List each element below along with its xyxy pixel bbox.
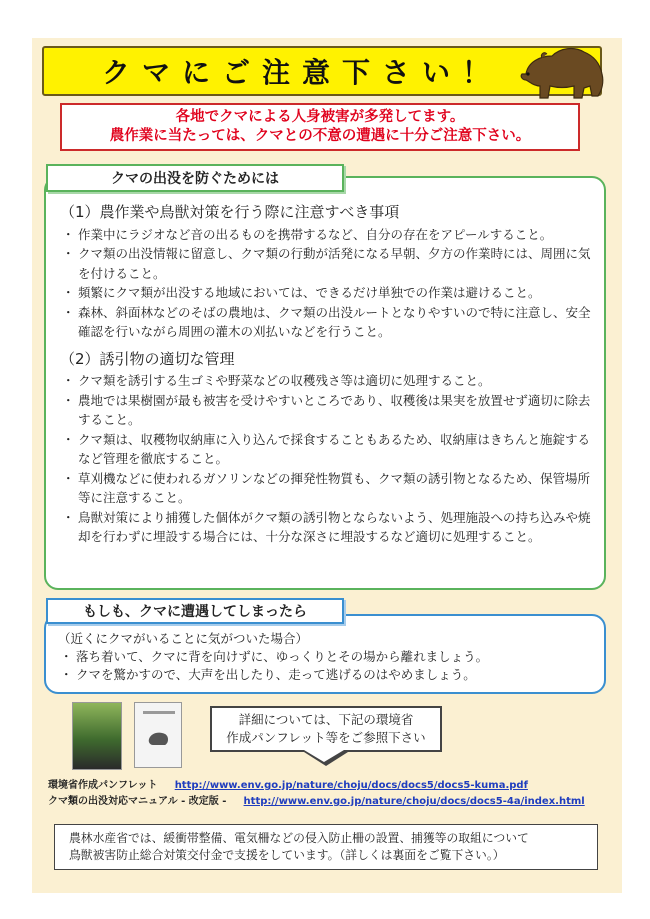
prevention-heading: クマの出没を防ぐためには bbox=[46, 164, 344, 192]
list-item: ・ クマ類は、収穫物収納庫に入り込んで採食することもあるため、収納庫はきちんと施錠するなど管理を徹底すること。 bbox=[60, 430, 600, 469]
pamphlet-link[interactable]: http://www.env.go.jp/nature/choju/docs/docs5/docs5-kuma.pdf bbox=[174, 780, 528, 791]
support-line-1: 農林水産省では、緩衝帯整備、電気柵などの侵入防止柵の設置、捕獲等の取組について bbox=[69, 831, 529, 845]
warning-notice bbox=[60, 103, 580, 151]
pamphlet-thumbnail[interactable] bbox=[72, 702, 122, 770]
subsection-2-list bbox=[60, 371, 600, 547]
link-label: 環境省作成パンフレット bbox=[48, 780, 158, 791]
encounter-note: （近くにクマがいることに気がついた場合） bbox=[58, 631, 309, 646]
encounter-heading: もしも、クマに遭遇してしまったら bbox=[46, 598, 344, 624]
encounter-content bbox=[58, 630, 598, 684]
link-row bbox=[48, 778, 608, 794]
list-item: ・ 草刈機などに使われるガソリンなどの揮発性物質も、クマ類の誘引物となるため、保管場所等に注意すること。 bbox=[60, 469, 600, 508]
bear-icon bbox=[518, 40, 610, 102]
list-item: ・ 農地では果樹園が最も被害を受けやすいところであり、収穫後は果実を放置せず適切に除去すること。 bbox=[60, 391, 600, 430]
callout-tail bbox=[304, 750, 344, 762]
subsection-1-list bbox=[60, 225, 600, 342]
subsection-2-heading: （2）誘引物の適切な管理 bbox=[60, 349, 235, 368]
list-item: ・ クマ類の出没情報に留意し、クマ類の行動が活発になる早朝、夕方の作業時には、周囲に気を付けること。 bbox=[60, 244, 600, 283]
manual-link[interactable]: http://www.env.go.jp/nature/choju/docs/docs5-4a/index.html bbox=[243, 796, 585, 807]
link-row bbox=[48, 794, 608, 810]
link-label: クマ類の出没対応マニュアル - 改定版 - bbox=[48, 796, 227, 807]
support-line-2: 鳥獣被害防止総合対策交付金で支援をしています。（詳しくは裏面をご覧下さい。） bbox=[69, 848, 505, 862]
list-item: ・ 鳥獣対策により捕獲した個体がクマ類の誘引物とならないよう、処理施設への持ち込みや焼却を行わずに埋設する場合には、十分な深さに埋設するなど適切に処理すること。 bbox=[60, 508, 600, 547]
warning-line-2: 農作業に当たっては、クマとの不意の遭遇に十分ご注意下さい。 bbox=[109, 128, 531, 144]
list-item: ・ 頻繁にクマ類が出没する地域においては、できるだけ単独での作業は避けること。 bbox=[60, 283, 600, 303]
reference-callout bbox=[210, 706, 442, 752]
list-item: ・ クマ類を誘引する生ゴミや野菜などの収穫残さ等は適切に処理すること。 bbox=[60, 371, 600, 391]
support-notice bbox=[54, 824, 598, 870]
subsection-1-heading: （1）農作業や鳥獣対策を行う際に注意すべき事項 bbox=[60, 203, 400, 221]
callout-line-1: 詳細については、下記の環境省 bbox=[238, 712, 414, 727]
list-item: ・ 作業中にラジオなど音の出るものを携帯するなど、自分の存在をアピールすること。 bbox=[60, 225, 600, 245]
encounter-list bbox=[58, 648, 598, 684]
list-item: ・ 森林、斜面林などのそばの農地は、クマ類の出没ルートとなりやすいので特に注意し、安全確認を行いながら周囲の灌木の刈払いなどを行うこと。 bbox=[60, 303, 600, 342]
manual-thumbnail[interactable] bbox=[134, 702, 182, 768]
warning-line-1: 各地でクマによる人身被害が多発してます。 bbox=[175, 109, 465, 125]
reference-links bbox=[48, 778, 608, 810]
page-title: クマにご注意下さい！ bbox=[101, 56, 502, 89]
list-item: ・ クマを驚かすので、大声を出したり、走って逃げるのはやめましょう。 bbox=[58, 666, 598, 684]
list-item: ・ 落ち着いて、クマに背を向けずに、ゆっくりとその場から離れましょう。 bbox=[58, 648, 598, 666]
callout-line-2: 作成パンフレット等をご参照下さい bbox=[226, 730, 426, 745]
prevention-content bbox=[60, 203, 600, 547]
manual-cover-icon bbox=[135, 703, 183, 769]
